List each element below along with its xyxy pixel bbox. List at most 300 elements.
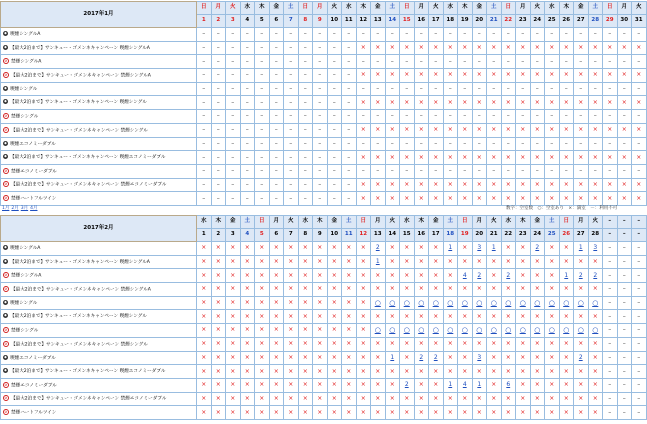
availability-cell: –	[632, 28, 647, 42]
availability-cell[interactable]: 3	[472, 242, 487, 256]
room-plan-name[interactable]: 【最大2泊まで】サンキュー・ゴメンネキャンペーン 喫煙シングルA	[10, 259, 150, 265]
availability-cell: –	[371, 28, 386, 42]
availability-cell[interactable]: ○	[530, 296, 545, 310]
availability-cell: ×	[429, 269, 444, 283]
availability-cell: ×	[617, 96, 632, 110]
date-header: 1	[197, 229, 212, 242]
availability-cell: ×	[385, 283, 400, 297]
availability-cell: ×	[342, 296, 357, 310]
availability-cell: ×	[356, 406, 371, 420]
availability-cell: –	[284, 28, 299, 42]
availability-cell: ×	[356, 123, 371, 137]
availability-cell: ×	[240, 255, 255, 269]
availability-cell: ×	[269, 378, 284, 392]
availability-cell: ×	[487, 351, 502, 365]
availability-cell: –	[298, 178, 313, 192]
room-plan-name[interactable]: 喫煙シングルA	[10, 246, 41, 252]
availability-cell: ×	[617, 123, 632, 137]
availability-cell: –	[356, 110, 371, 124]
room-plan-name[interactable]: 【最大2泊まで】サンキュー・ゴメンネキャンペーン 禁煙シングルA	[11, 73, 151, 79]
availability-cell[interactable]: ○	[400, 324, 415, 338]
availability-cell[interactable]: 1	[574, 242, 589, 256]
calendar-february	[0, 215, 647, 420]
month-link[interactable]: 2月	[11, 206, 19, 211]
availability-cell[interactable]: ○	[414, 296, 429, 310]
room-plan-cell	[1, 178, 197, 192]
availability-cell: –	[487, 82, 502, 96]
availability-cell[interactable]: 2	[414, 351, 429, 365]
availability-cell: ×	[313, 337, 328, 351]
availability-cell: –	[603, 269, 618, 283]
availability-cell: ×	[356, 324, 371, 338]
availability-cell: ×	[356, 178, 371, 192]
room-plan-cell	[1, 55, 197, 69]
availability-cell: –	[211, 69, 226, 83]
weekday-header: 土	[342, 216, 357, 229]
availability-cell[interactable]: 1	[443, 242, 458, 256]
availability-cell: –	[617, 164, 632, 178]
availability-cell: ×	[501, 242, 516, 256]
room-plan-name[interactable]: 【最大2泊まで】サンキュー・ゴメンネキャンペーン 禁煙シングル	[11, 342, 148, 348]
room-plan-cell	[1, 96, 197, 110]
availability-cell: –	[545, 110, 560, 124]
no-smoking-icon: ⊘	[4, 327, 8, 332]
availability-cell: ×	[400, 351, 415, 365]
availability-cell: –	[255, 41, 270, 55]
availability-cell: ×	[458, 310, 473, 324]
availability-cell[interactable]: 2	[574, 351, 589, 365]
room-plan-name[interactable]: 禁煙シングル	[11, 114, 39, 120]
room-plan-name[interactable]: 【最大2泊まで】サンキュー・ゴメンネキャンペーン 喫煙シングルA	[10, 45, 150, 51]
availability-cell: ×	[356, 151, 371, 165]
availability-cell[interactable]: ○	[559, 296, 574, 310]
no-smoking-icon: ⊘	[4, 286, 8, 291]
availability-cell[interactable]: 2	[501, 269, 516, 283]
availability-cell: –	[429, 137, 444, 151]
availability-cell: ×	[530, 69, 545, 83]
weekday-header: 月	[574, 216, 589, 229]
availability-cell[interactable]: ○	[516, 324, 531, 338]
weekday-header: 金	[472, 2, 487, 15]
availability-cell: ×	[487, 41, 502, 55]
availability-cell: ×	[429, 365, 444, 379]
room-plan-name[interactable]: 【最大2泊まで】サンキュー・ゴメンネキャンペーン 喫煙シングル	[10, 100, 147, 106]
availability-cell: –	[400, 164, 415, 178]
availability-cell: ×	[284, 365, 299, 379]
availability-cell: ×	[298, 296, 313, 310]
availability-cell[interactable]: 3	[588, 242, 603, 256]
smoking-icon: ◆	[4, 99, 7, 104]
availability-cell[interactable]: ○	[588, 324, 603, 338]
availability-cell: ×	[226, 324, 241, 338]
smoking-icon: ◆	[4, 31, 7, 36]
availability-cell[interactable]: ○	[545, 324, 560, 338]
availability-cell: –	[197, 178, 212, 192]
room-plan-name[interactable]: 喫煙シングル	[10, 86, 38, 92]
date-header: 21	[487, 15, 502, 28]
availability-cell: ×	[327, 255, 342, 269]
availability-cell: –	[255, 28, 270, 42]
weekday-header: 水	[545, 2, 560, 15]
availability-cell: –	[298, 69, 313, 83]
availability-cell: –	[603, 406, 618, 420]
availability-cell: ×	[501, 283, 516, 297]
availability-cell: ×	[429, 192, 444, 206]
availability-cell: –	[327, 69, 342, 83]
room-plan-name[interactable]: 禁煙シングル	[11, 328, 39, 334]
date-header: 25	[545, 15, 560, 28]
availability-cell[interactable]: ○	[545, 296, 560, 310]
availability-cell[interactable]: ○	[472, 324, 487, 338]
availability-cell: ×	[327, 283, 342, 297]
date-header: 11	[342, 229, 357, 242]
date-header: 13	[371, 15, 386, 28]
availability-cell: –	[226, 28, 241, 42]
availability-cell: –	[458, 82, 473, 96]
availability-cell: –	[240, 137, 255, 151]
month-link[interactable]: 4月	[30, 206, 38, 211]
availability-cell: –	[559, 137, 574, 151]
room-plan-cell	[1, 242, 197, 256]
availability-cell: –	[327, 82, 342, 96]
room-plan-cell	[1, 310, 197, 324]
availability-cell[interactable]: 6	[501, 378, 516, 392]
availability-cell[interactable]: 1	[443, 378, 458, 392]
availability-cell: ×	[603, 96, 618, 110]
availability-cell: –	[530, 28, 545, 42]
availability-cell[interactable]: ○	[501, 296, 516, 310]
availability-cell: ×	[342, 392, 357, 406]
availability-cell: ×	[298, 269, 313, 283]
availability-cell[interactable]: 2	[472, 269, 487, 283]
availability-cell: –	[327, 41, 342, 55]
weekday-header: 金	[327, 216, 342, 229]
room-plan-name[interactable]: 禁煙エコノミーダブル	[11, 169, 57, 175]
availability-cell: ×	[501, 337, 516, 351]
room-plan-name[interactable]: 禁煙シングルA	[11, 273, 42, 279]
availability-cell: ×	[284, 324, 299, 338]
availability-cell[interactable]: 2	[429, 351, 444, 365]
availability-cell[interactable]: ○	[458, 324, 473, 338]
room-plan-row	[1, 69, 647, 83]
availability-cell: ×	[197, 310, 212, 324]
availability-cell: –	[617, 137, 632, 151]
availability-cell: –	[472, 110, 487, 124]
availability-cell: ×	[545, 123, 560, 137]
availability-cell: –	[487, 28, 502, 42]
room-plan-name[interactable]: 【最大2泊まで】サンキュー・ゴメンネキャンペーン 禁煙エコノミーダブル	[11, 182, 167, 188]
date-header: 20	[472, 15, 487, 28]
availability-cell[interactable]: ○	[385, 296, 400, 310]
availability-cell: ×	[226, 242, 241, 256]
availability-cell: ×	[371, 365, 386, 379]
availability-cell: ×	[211, 392, 226, 406]
date-header: 20	[472, 229, 487, 242]
month-link[interactable]: 3月	[20, 206, 29, 211]
availability-cell[interactable]: 1	[487, 242, 502, 256]
room-plan-name[interactable]: 喫煙シングル	[10, 300, 38, 306]
availability-cell: –	[400, 137, 415, 151]
availability-cell: –	[429, 82, 444, 96]
availability-cell: ×	[226, 378, 241, 392]
availability-cell: ×	[458, 392, 473, 406]
no-smoking-icon: ⊘	[4, 72, 8, 77]
room-plan-cell	[1, 69, 197, 83]
availability-cell: –	[240, 178, 255, 192]
room-plan-row	[1, 324, 647, 338]
availability-cell[interactable]: ○	[487, 296, 502, 310]
availability-cell: –	[226, 192, 241, 206]
availability-cell[interactable]: 2	[371, 242, 386, 256]
availability-cell: ×	[574, 41, 589, 55]
availability-cell: ×	[588, 123, 603, 137]
availability-cell: ×	[574, 123, 589, 137]
availability-cell: –	[371, 137, 386, 151]
availability-cell: –	[313, 123, 328, 137]
availability-cell[interactable]: ○	[501, 324, 516, 338]
availability-cell: ×	[487, 255, 502, 269]
availability-cell[interactable]: 1	[559, 269, 574, 283]
availability-cell: –	[240, 192, 255, 206]
availability-cell[interactable]: ○	[443, 296, 458, 310]
availability-cell[interactable]: ○	[400, 296, 415, 310]
availability-cell: ×	[588, 406, 603, 420]
availability-cell[interactable]: ○	[574, 296, 589, 310]
availability-cell: ×	[313, 283, 328, 297]
availability-cell[interactable]: 4	[458, 378, 473, 392]
availability-cell: –	[617, 296, 632, 310]
room-plan-name[interactable]: 【最大2泊まで】サンキュー・ゴメンネキャンペーン 喫煙エコノミーダブル	[10, 369, 166, 375]
availability-cell: ×	[313, 324, 328, 338]
availability-cell[interactable]: ○	[574, 324, 589, 338]
availability-cell: ×	[414, 178, 429, 192]
room-plan-cell	[1, 392, 197, 406]
availability-cell: ×	[269, 351, 284, 365]
availability-cell: –	[603, 28, 618, 42]
availability-cell: ×	[545, 337, 560, 351]
weekday-header: 水	[240, 2, 255, 15]
availability-cell: –	[588, 28, 603, 42]
availability-cell: ×	[501, 192, 516, 206]
availability-cell: –	[226, 151, 241, 165]
smoking-icon: ◆	[4, 258, 7, 263]
availability-cell[interactable]: 4	[458, 269, 473, 283]
availability-cell: ×	[545, 310, 560, 324]
availability-cell[interactable]: 2	[530, 242, 545, 256]
availability-cell: ×	[197, 255, 212, 269]
availability-cell: –	[530, 110, 545, 124]
availability-cell: ×	[240, 242, 255, 256]
availability-cell: –	[313, 192, 328, 206]
availability-cell[interactable]: ○	[371, 296, 386, 310]
availability-cell[interactable]: 1	[371, 255, 386, 269]
availability-cell: –	[313, 82, 328, 96]
availability-cell: –	[356, 137, 371, 151]
room-plan-name[interactable]: 【最大2泊まで】サンキュー・ゴメンネキャンペーン 喫煙エコノミーダブル	[10, 155, 166, 161]
date-header: 9	[313, 15, 328, 28]
availability-cell[interactable]: ○	[385, 324, 400, 338]
availability-cell: –	[298, 164, 313, 178]
room-plan-cell	[1, 365, 197, 379]
availability-cell: –	[255, 164, 270, 178]
date-header: 18	[443, 15, 458, 28]
availability-cell: –	[472, 137, 487, 151]
availability-cell: –	[371, 82, 386, 96]
availability-cell: ×	[530, 178, 545, 192]
availability-cell: ×	[414, 192, 429, 206]
availability-cell: –	[574, 137, 589, 151]
availability-cell[interactable]: 1	[385, 351, 400, 365]
availability-cell: ×	[458, 283, 473, 297]
date-header: 2	[211, 15, 226, 28]
availability-cell: ×	[298, 406, 313, 420]
availability-cell[interactable]: 2	[588, 269, 603, 283]
availability-cell: ×	[400, 178, 415, 192]
availability-cell: ×	[588, 96, 603, 110]
room-plan-name[interactable]: 【最大2泊まで】サンキュー・ゴメンネキャンペーン 喫煙シングル	[10, 314, 147, 320]
room-plan-name[interactable]: 禁煙シングルA	[11, 59, 42, 65]
weekday-header: 月	[371, 216, 386, 229]
availability-cell: –	[197, 41, 212, 55]
availability-cell: ×	[385, 178, 400, 192]
weekday-header: 土	[385, 2, 400, 15]
availability-cell: –	[632, 82, 647, 96]
availability-cell: ×	[530, 310, 545, 324]
availability-cell: ×	[197, 324, 212, 338]
availability-cell: ×	[342, 255, 357, 269]
weekday-header: 月	[472, 216, 487, 229]
availability-cell: ×	[559, 378, 574, 392]
availability-cell[interactable]: ○	[429, 324, 444, 338]
availability-cell: ×	[400, 123, 415, 137]
availability-cell: ×	[197, 365, 212, 379]
room-plan-name[interactable]: 禁煙ハートフルツイン	[11, 196, 57, 202]
availability-cell: ×	[443, 283, 458, 297]
availability-cell: –	[617, 392, 632, 406]
room-plan-name[interactable]: 禁煙エコノミーダブル	[11, 383, 57, 389]
availability-cell: –	[429, 164, 444, 178]
availability-cell: ×	[487, 151, 502, 165]
availability-cell[interactable]: 1	[472, 378, 487, 392]
weekday-header: 日	[400, 2, 415, 15]
availability-cell: ×	[356, 192, 371, 206]
availability-cell: ×	[559, 351, 574, 365]
availability-cell: ×	[226, 269, 241, 283]
availability-cell: ×	[588, 151, 603, 165]
availability-cell: ×	[327, 392, 342, 406]
availability-cell: ×	[443, 69, 458, 83]
availability-cell: ×	[472, 392, 487, 406]
availability-cell[interactable]: ○	[516, 296, 531, 310]
room-plan-name[interactable]: 禁煙ハートフルツイン	[11, 410, 57, 416]
weekday-header: 金	[371, 2, 386, 15]
room-plan-cell	[1, 255, 197, 269]
availability-cell: ×	[443, 96, 458, 110]
availability-cell[interactable]: ○	[588, 296, 603, 310]
availability-cell: –	[632, 164, 647, 178]
availability-cell: ×	[385, 378, 400, 392]
weekday-header: 火	[588, 216, 603, 229]
availability-cell: –	[313, 164, 328, 178]
availability-cell: ×	[211, 310, 226, 324]
availability-cell[interactable]: ○	[559, 324, 574, 338]
availability-cell: –	[545, 164, 560, 178]
availability-cell[interactable]: ○	[458, 296, 473, 310]
availability-cell: ×	[313, 255, 328, 269]
no-smoking-icon: ⊘	[4, 396, 8, 401]
availability-cell: ×	[458, 178, 473, 192]
availability-cell: –	[559, 28, 574, 42]
room-plan-name[interactable]: 喫煙シングルA	[10, 32, 41, 38]
weekday-header: 月	[269, 216, 284, 229]
availability-cell: ×	[327, 351, 342, 365]
availability-cell: –	[255, 69, 270, 83]
availability-cell: ×	[588, 378, 603, 392]
availability-cell: ×	[429, 255, 444, 269]
room-plan-name[interactable]: 喫煙エコノミーダブル	[10, 141, 56, 147]
availability-cell: ×	[443, 269, 458, 283]
availability-cell: ×	[327, 269, 342, 283]
availability-cell: ×	[559, 310, 574, 324]
room-plan-name[interactable]: 【最大2泊まで】サンキュー・ゴメンネキャンペーン 禁煙シングル	[11, 128, 148, 134]
room-plan-cell	[1, 378, 197, 392]
availability-cell[interactable]: ○	[414, 324, 429, 338]
availability-cell: ×	[472, 283, 487, 297]
room-plan-row	[1, 310, 647, 324]
availability-cell: –	[574, 55, 589, 69]
availability-cell: ×	[443, 406, 458, 420]
availability-cell: ×	[559, 123, 574, 137]
availability-cell: –	[342, 137, 357, 151]
availability-cell: ×	[240, 392, 255, 406]
room-plan-name[interactable]: 【最大2泊まで】サンキュー・ゴメンネキャンペーン 禁煙シングルA	[11, 287, 151, 293]
availability-cell[interactable]: 2	[574, 269, 589, 283]
availability-cell[interactable]: ○	[443, 324, 458, 338]
availability-cell: ×	[472, 192, 487, 206]
availability-cell: ×	[414, 242, 429, 256]
availability-cell[interactable]: ○	[487, 324, 502, 338]
availability-cell: –	[197, 192, 212, 206]
availability-cell[interactable]: ○	[530, 324, 545, 338]
availability-cell: –	[284, 55, 299, 69]
month-link[interactable]: 1月	[2, 206, 10, 211]
availability-cell: ×	[414, 41, 429, 55]
availability-cell[interactable]: ○	[429, 296, 444, 310]
availability-cell: ×	[211, 296, 226, 310]
room-plan-name[interactable]: 喫煙エコノミーダブル	[10, 355, 56, 361]
availability-cell: –	[516, 164, 531, 178]
no-smoking-icon: ⊘	[4, 127, 8, 132]
availability-cell[interactable]: 2	[400, 378, 415, 392]
availability-cell: ×	[588, 41, 603, 55]
availability-cell[interactable]: ○	[371, 324, 386, 338]
availability-cell: ×	[269, 406, 284, 420]
availability-cell[interactable]: 3	[472, 351, 487, 365]
room-plan-name[interactable]: 【最大2泊まで】サンキュー・ゴメンネキャンペーン 禁煙エコノミーダブル	[11, 396, 167, 402]
weekday-header: 火	[632, 2, 647, 15]
weekday-header: 木	[356, 2, 371, 15]
availability-cell: ×	[400, 151, 415, 165]
availability-cell: ×	[284, 269, 299, 283]
availability-cell: ×	[226, 392, 241, 406]
weekday-header: 木	[211, 216, 226, 229]
date-header: –	[632, 229, 647, 242]
availability-cell: –	[313, 178, 328, 192]
weekday-header: 火	[487, 216, 502, 229]
weekday-header: 日	[501, 2, 516, 15]
availability-cell: ×	[617, 69, 632, 83]
availability-cell[interactable]: ○	[472, 296, 487, 310]
